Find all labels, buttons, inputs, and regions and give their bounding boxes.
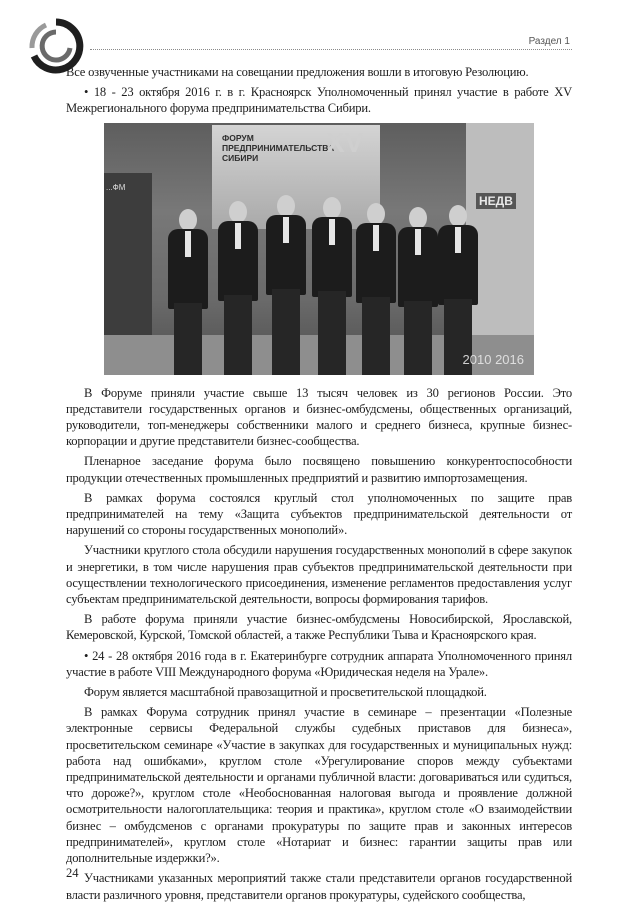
right-panel-sign: НЕДВ — [476, 193, 516, 209]
person-figure — [354, 123, 398, 375]
section-label: Раздел 1 — [528, 36, 570, 47]
person-figure — [310, 123, 354, 375]
person-figure — [216, 123, 260, 375]
paragraph: В работе форума приняли участие бизнес-омбудсмены Новосибирской, Ярославской, Кемеровской, Курской, Томской областей, а также Республики Тыва и Красноярского края. — [66, 612, 572, 643]
person-figure — [166, 123, 210, 375]
person-figure — [264, 123, 308, 375]
paragraph: Участниками указанных мероприятий также стали представители органов государственной власти различного уровня, представители органов прокуратуры, судейского сообщества, — [66, 871, 572, 902]
left-booth-sign: ...ФМ — [106, 182, 126, 192]
paragraph: Пленарное заседание форума было посвящено повышению конкурентоспособности продукции отечественных промышленных предприятий и развитию импортозамещения. — [66, 454, 572, 485]
paragraph: • 24 - 28 октября 2016 года в г. Екатеринбурге сотрудник аппарата Уполномоченного принял участие в работе VIII Международного форума «Юридическая неделя на Урале». — [66, 648, 572, 679]
paragraph: В Форуме приняли участие свыше 13 тысяч человек из 30 регионов России. Это представители государственных органов и бизнес-омбудсмены, общественных организаций, руководители, топ-менеджеры собственники малого и среднего бизнеса, крупные бизнес-корпорации и другие представители бизнес-сообщества. — [66, 385, 572, 449]
paragraph: Все озвученные участниками на совещании предложения вошли в итоговую Резолюцию. — [66, 65, 529, 79]
paragraph: Форум является масштабной правозащитной и просветительской площадкой. — [84, 685, 487, 700]
photo-date-stamp: 2010 2016 — [462, 351, 524, 367]
header-rule — [90, 49, 572, 50]
person-figure — [396, 123, 440, 375]
forum-photo — [104, 123, 534, 375]
banner-roman-numeral: XV — [326, 126, 364, 158]
paragraph: В рамках форума состоялся круглый стол уполномоченных по защите прав предпринимателей на тему «Защита субъектов предпринимательской деятельности от нарушений со стороны государственных монополий». — [66, 490, 572, 538]
paragraph: • 18 - 23 октября 2016 г. в г. Красноярск Уполномоченный принял участие в работе XV Межрегионального форума предпринимательства Сибири. — [66, 85, 572, 116]
banner-text: ФОРУМ ПРЕДПРИНИМАТЕЛЬСТВА СИБИРИ — [222, 132, 335, 163]
person-figure — [436, 123, 480, 375]
paragraph: Участники круглого стола обсудили нарушения государственных монополий в сфере закупок и энергетики, в том числе нарушения прав субъектов предпринимательской деятельности при осуществлении технологического присоединения, изменение регламентов предоставления услуг субъектам предпринимательской деятельности, вопросы формирования тарифов. — [66, 543, 572, 607]
page-body — [66, 64, 572, 907]
page-number: 24 — [66, 866, 79, 880]
paragraph: В рамках Форума сотрудник принял участие в семинаре – презентации «Полезные электронные сервисы Федеральной службы судебных приставов для бизнеса», просветительском семинаре «Участие в закупках для государственных и муниципальных нужд: работа над ошибками», круглом столе «Урегулирование споров между субъектами предпринимательской деятельности и органами публичной власти: договариваться или судиться, что дороже?», круглом столе «Необоснованная налоговая выгода и проявление должной осмотрительности налогоплательщика: теория и практика», круглом столе «О взаимодействии бизнес – омбудсменов с органами прокуратуры по защите прав и законных интересов предпринимателей», круглом столе «Нотариат и бизнес: гарантии защиты прав или дополнительные издержки?». — [66, 705, 572, 866]
